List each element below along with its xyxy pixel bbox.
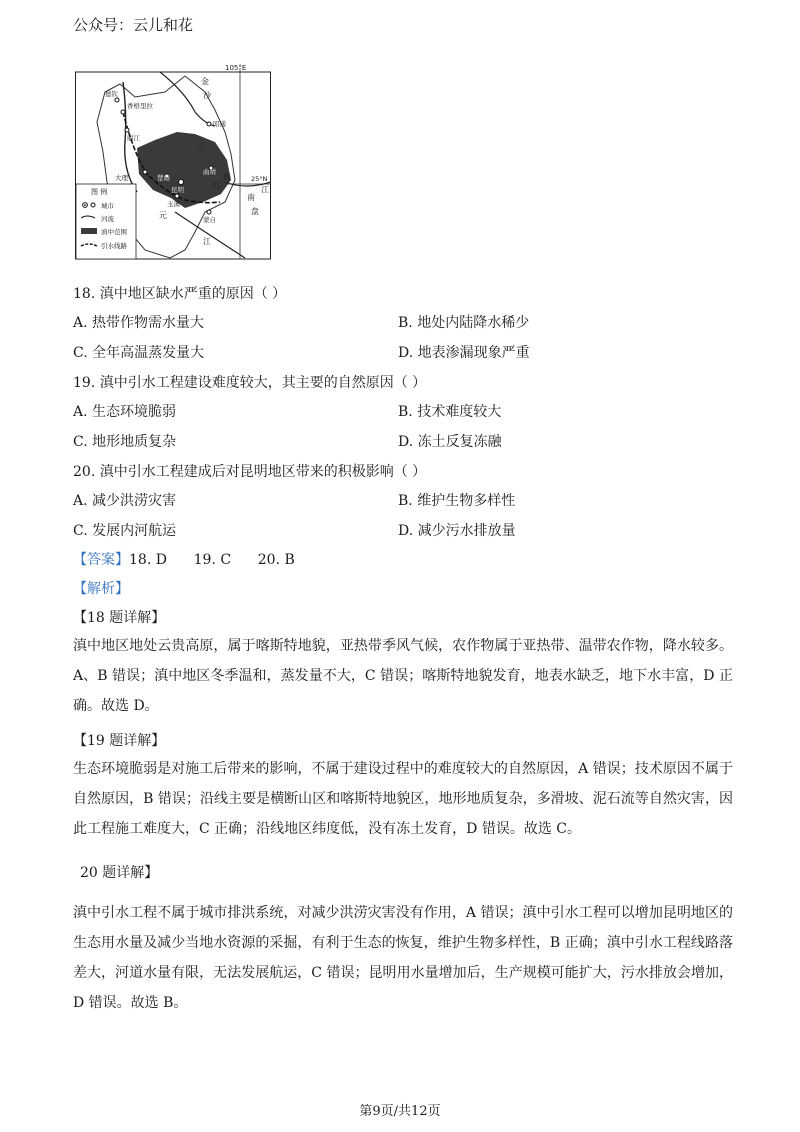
question-20-stem: 20. 滇中引水工程建成后对昆明地区带来的积极影响（ ）	[73, 464, 427, 480]
river-label: 沙	[203, 91, 211, 100]
explanation-20-title: 20 题详解】	[80, 865, 159, 881]
q19-option-c: C. 地形地质复杂	[73, 434, 177, 450]
legend-title: 图 例	[91, 188, 108, 196]
page-number: 第9页/共12页	[359, 1104, 441, 1119]
question-18-stem: 18. 滇中地区缺水严重的原因（ ）	[73, 286, 287, 302]
q20-option-d: D. 减少污水排放量	[398, 523, 516, 539]
answer-label: 【答案】	[73, 552, 129, 568]
place-label: 曲靖	[203, 168, 216, 176]
place-label: 蒙自	[203, 216, 216, 224]
place-label: 昭通	[213, 120, 226, 128]
river-label: 南	[247, 193, 255, 202]
q19-option-b: B. 技术难度较大	[398, 404, 502, 420]
q20-option-c: C. 发展内河航运	[73, 523, 177, 539]
q19-option-a: A. 生态环境脆弱	[73, 404, 177, 420]
river-label: 红	[213, 181, 221, 190]
explanation-19-title: 【19 题详解】	[73, 733, 166, 749]
legend-item: 河流	[101, 215, 114, 223]
answer-line	[73, 549, 295, 569]
explanation-20-text: 滇中引水工程不属于城市排洪系统，对减少洪涝灾害没有作用，A 错误；滇中引水工程可以增加昆明地区的生态用水量及减少当地水资源的采掘，有利于生态的恢复，维护生物多样性，B 正确；滇中引水工程线路落差大，河道水量有限，无法发展航运，C 错误；昆明用水量增加后，生产规模可能扩大，污水排放会增加，D 错误。故选 B。	[73, 905, 733, 1011]
place-label: 大理	[115, 174, 128, 182]
river-label: 江	[261, 185, 269, 194]
analysis-label: 【解析】	[73, 581, 129, 597]
yunnan-map	[75, 62, 271, 260]
place-label: 楚雄	[157, 174, 170, 182]
question-19-stem: 19. 滇中引水工程建设难度较大，其主要的自然原因（ ）	[73, 375, 427, 391]
legend-item: 引水线路	[101, 242, 127, 250]
q20-option-b: B. 维护生物多样性	[398, 493, 516, 509]
river-label: 金	[201, 77, 209, 86]
explanation-18-text: 滇中地区地处云贵高原，属于喀斯特地貌，亚热带季风气候，农作物属于亚热带、温带农作物，降水较多。A、B 错误；滇中地区冬季温和，蒸发量不大，C 错误；喀斯特地貌发育，地表水缺乏，地下水丰富，D 正确。故选 D。	[73, 638, 733, 714]
river-label: 盘	[251, 207, 259, 216]
river-label: 江	[197, 141, 205, 150]
q19-option-d: D. 冻土反复冻融	[398, 434, 502, 450]
river-label: 元	[159, 211, 167, 220]
place-label: 香格里拉	[127, 102, 153, 110]
q18-option-a: A. 热带作物需水量大	[73, 315, 205, 331]
q20-option-a: A. 减少洪涝灾害	[73, 493, 177, 509]
q18-option-d: D. 地表渗漏现象严重	[398, 345, 530, 361]
legend-item: 滇中范围	[101, 228, 127, 236]
legend-item: 城市	[101, 202, 114, 210]
place-label: 昆明	[171, 186, 184, 194]
q18-option-c: C. 全年高温蒸发量大	[73, 345, 205, 361]
river-label: 江	[203, 237, 211, 246]
parallel-label: 25°N	[251, 175, 268, 183]
explanation-18-title: 【18 题详解】	[73, 610, 166, 626]
q18-option-b: B. 地处内陆降水稀少	[398, 315, 530, 331]
meridian-label: 105°E	[225, 64, 247, 72]
place-label: 丽江	[127, 134, 140, 142]
place-label: 玉溪	[167, 200, 180, 208]
answer-values: 18. D 19. C 20. B	[129, 552, 295, 568]
river-label: 珠	[223, 173, 231, 182]
explanation-19-text: 生态环境脆弱是对施工后带来的影响，不属于建设过程中的难度较大的自然原因，A 错误；技术原因不属于自然原因，B 错误；沿线主要是横断山区和喀斯特地貌区，地形地质复杂，多滑坡、泥石流等自然灾害，因此工程施工难度大，C 正确；沿线地区纬度低，没有冻土发育，D 错误。故选 C。	[73, 761, 733, 837]
header-title: 公众号：云儿和花	[73, 16, 194, 34]
place-label: 德钦	[105, 90, 118, 98]
